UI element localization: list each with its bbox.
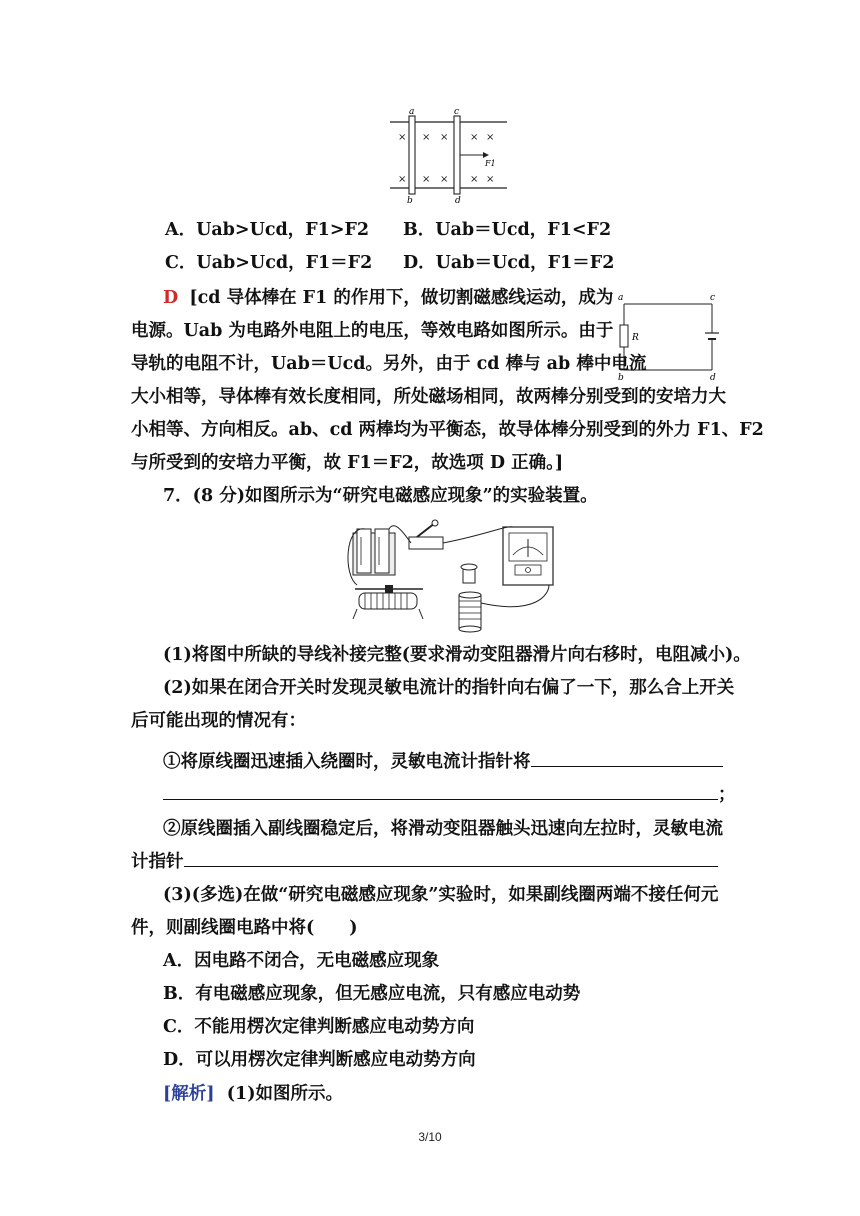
answer-line-2: 电源。Uab 为电路外电阻上的电压，等效电路如图所示。由于 [131,321,614,341]
analysis-tag: [解析] [163,1084,215,1104]
fig2-label-b: b [618,373,624,382]
fig2-label-a: a [618,293,624,303]
fig1-label-a: a [409,107,415,117]
answer-line-1 [163,286,613,310]
answer-line-6: 与所受到的安培力平衡，故 F1＝F2，故选项 D 正确。] [131,453,564,473]
option-d: D．Uab＝Ucd，F1＝F2 [403,253,615,273]
field-cross: × [486,132,495,143]
field-cross: × [398,132,407,143]
fig1-label-c: c [454,107,460,117]
question-7-part-2-item-1-continued [163,783,736,807]
question-7-option-b: B．有电磁感应现象，但无感应电流，只有感应电动势 [163,984,581,1004]
answer-line-5: 小相等、方向相反。ab、cd 两棒均为平衡态，故导体棒分别受到的外力 F1、F2 [131,420,764,440]
field-cross: × [470,132,479,143]
page-number: 3/10 [418,1130,442,1144]
field-cross: × [440,174,449,185]
answer-blank-1[interactable] [531,750,723,767]
rail-rods-figure [385,104,515,204]
apparatus-figure [335,515,567,640]
field-cross: × [422,132,431,143]
fig2-label-r: R [632,333,639,343]
item-1-text: ①将原线圈迅速插入绕圈时，灵敏电流计指针将 [163,752,531,772]
question-7-part-3-line-2: 件，则副线圈电路中将( ) [131,918,358,938]
question-7-part-2-item-2: ②原线圈插入副线圈稳定后，将滑动变阻器触头迅速向左拉时，灵敏电流 [163,819,723,839]
answer-blank-2[interactable] [163,783,718,800]
field-cross: × [440,132,449,143]
question-7-option-a: A．因电路不闭合，无电磁感应现象 [163,951,440,971]
item-2-text: 计指针 [131,852,184,872]
question-7-title: 7．(8 分)如图所示为“研究电磁感应现象”的实验装置。 [163,486,598,506]
fig2-label-c: c [710,293,716,303]
question-7-part-1: (1)将图中所缺的导线补接完整(要求滑动变阻器滑片向右移时，电阻减小)。 [163,645,751,665]
option-c: C．Uab>Ucd，F1＝F2 [165,253,373,273]
field-cross: × [486,174,495,185]
question-7-part-2-item-1 [163,750,723,774]
option-a: A．Uab>Ucd，F1>F2 [165,220,370,240]
answer-letter: D [163,288,179,308]
field-cross: × [422,174,431,185]
fig2-label-d: d [710,373,716,382]
question-7-option-d: D．可以用楞次定律判断感应电动势方向 [163,1050,476,1070]
answer-text-1: [cd 导体棒在 F1 的作用下，做切割磁感线运动，成为 [189,288,614,308]
question-7-part-2-item-2-continued [131,850,718,874]
fig1-label-d: d [455,196,461,204]
question-7-part-3-line-1: (3)(多选)在做“研究电磁感应现象”实验时，如果副线圈两端不接任何元 [163,885,719,905]
field-cross: × [398,174,407,185]
item-1-end: ； [718,785,736,805]
question-7-part-2-line-1: (2)如果在闭合开关时发现灵敏电流计的指针向右偏了一下，那么合上开关 [163,678,735,698]
question-7-part-2-line-2: 后可能出现的情况有： [131,711,306,731]
analysis-line [163,1082,343,1106]
analysis-text: (1)如图所示。 [226,1084,343,1104]
answer-blank-3[interactable] [184,850,718,867]
answer-line-3: 导轨的电阻不计，Uab＝Ucd。另外，由于 cd 棒与 ab 棒中电流 [131,354,647,374]
question-7-option-c: C．不能用楞次定律判断感应电动势方向 [163,1017,475,1037]
answer-line-4: 大小相等，导体棒有效长度相同，所处磁场相同，故两棒分别受到的安培力大 [131,387,726,407]
option-b: B．Uab＝Ucd，F1<F2 [403,220,612,240]
force-label: F1 [485,159,496,168]
fig1-label-b: b [407,196,413,204]
field-cross: × [470,174,479,185]
